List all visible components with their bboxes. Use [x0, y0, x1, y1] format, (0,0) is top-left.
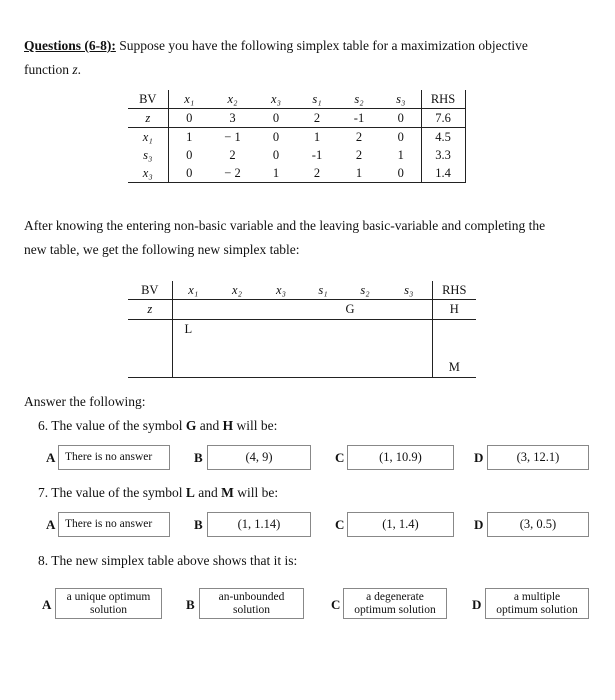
header-s2: s₂ [344, 281, 386, 300]
q7-text-post: will be: [233, 485, 279, 500]
q8-option-c-line1: a degenerate [366, 590, 424, 603]
table-cell: 2 [229, 147, 236, 162]
simplex-table-initial [128, 90, 466, 183]
header-x2: x₂ [210, 90, 255, 109]
q7-option-b[interactable]: (1, 1.14) [207, 512, 311, 537]
q6-option-c-letter: C [335, 450, 345, 465]
table-cell: 2 [297, 109, 337, 128]
table-cell: 1 [313, 129, 321, 144]
q7-option-a[interactable]: There is no answer [58, 512, 170, 537]
table-cell: 0 [168, 109, 210, 128]
q8-option-a-line2: solution [89, 603, 128, 616]
q8-option-c-line2: optimum solution [354, 603, 436, 616]
q6-option-d-letter: D [474, 450, 484, 465]
row-label-z: z [128, 300, 172, 320]
question-6-text [38, 418, 277, 434]
table-cell: 2 [297, 164, 337, 183]
q7-symbol-l: L [185, 485, 195, 500]
row-label: s₃ [143, 147, 153, 162]
middle-line-1: After knowing the entering non-basic variable and the leaving basic-variable and completing the [24, 218, 546, 233]
q8-option-c[interactable] [343, 588, 447, 619]
table-row [128, 128, 465, 147]
question-7-text [38, 485, 278, 501]
intro-line-2-end: . [77, 62, 82, 77]
header-x2: x₂ [214, 281, 260, 300]
table-cell: 1 [255, 164, 297, 183]
q8-option-c-letter: C [331, 597, 341, 612]
table-cell: 0 [272, 129, 280, 144]
q7-symbol-m: M [221, 485, 234, 500]
empty-cell [128, 320, 172, 378]
symbol-l: L [172, 320, 432, 378]
table-cell: 3 [210, 109, 255, 128]
q6-option-a[interactable]: There is no answer [58, 445, 170, 470]
table-cell: 1 [337, 164, 381, 183]
table-row-z [128, 300, 476, 320]
header-rhs: RHS [432, 281, 476, 300]
table-cell: 0 [272, 147, 280, 162]
table-cell: -1 [311, 147, 323, 162]
table-cell: 0 [381, 164, 421, 183]
header-x1: x₁ [172, 281, 214, 300]
intro-line-2-text: function [24, 62, 73, 77]
q7-and: and [194, 485, 222, 500]
q8-option-a-letter: A [42, 597, 52, 612]
table-cell: 0 [168, 146, 210, 164]
header-rhs: RHS [421, 90, 465, 109]
header-s1: s₁ [297, 90, 337, 109]
header-bv: BV [128, 281, 172, 300]
table-cell: -1 [337, 109, 381, 128]
table-cell: 2 [355, 129, 363, 144]
questions-heading: Questions (6-8): [24, 38, 116, 53]
intro-variable-z: z [72, 62, 78, 77]
q7-option-a-letter: A [46, 517, 56, 532]
q7-text-pre: 7. The value of the symbol [38, 485, 186, 500]
q6-option-a-letter: A [46, 450, 56, 465]
header-x3: x₃ [255, 90, 297, 109]
q6-option-d[interactable]: (3, 12.1) [487, 445, 589, 470]
intro-line-2 [24, 58, 81, 81]
table-row [128, 164, 465, 183]
row-label: x₃ [128, 164, 168, 183]
symbol-g: G [172, 300, 432, 320]
table-cell: 2 [355, 147, 363, 162]
q6-text-post: will be: [233, 418, 278, 433]
table-row [128, 146, 465, 164]
q8-option-d-line1: a multiple [513, 590, 561, 603]
header-s1: s₁ [302, 281, 344, 300]
q6-symbol-h: H [222, 418, 234, 433]
q6-and: and [196, 418, 223, 433]
row-label: x₁ [142, 129, 153, 144]
question-8-text: 8. The new simplex table above shows that it is: [38, 553, 298, 568]
header-s2: s₂ [337, 90, 381, 109]
symbol-h: H [432, 300, 476, 320]
q8-option-a-line1: a unique optimum [66, 590, 151, 603]
middle-line-2: new table, we get the following new simplex table: [24, 242, 300, 257]
header-bv: BV [128, 90, 168, 109]
q7-option-d[interactable]: (3, 0.5) [487, 512, 589, 537]
table-cell: 0 [397, 129, 404, 144]
q8-option-a[interactable] [55, 588, 162, 619]
q8-option-b-line2: solution [232, 603, 271, 616]
row-label: z [128, 109, 168, 128]
q8-option-d-letter: D [472, 597, 482, 612]
q8-option-d[interactable] [485, 588, 589, 619]
q6-option-b-letter: B [194, 450, 203, 465]
q8-option-b[interactable] [199, 588, 304, 619]
header-x1: x₁ [168, 90, 210, 109]
intro-paragraph [24, 34, 528, 57]
q6-symbol-g: G [185, 418, 197, 433]
table-cell: − 2 [210, 164, 255, 183]
answer-heading: Answer the following: [24, 394, 146, 409]
table-row-body [128, 320, 476, 378]
table-cell: 4.5 [421, 128, 465, 147]
header-x3: x₃ [260, 281, 302, 300]
table-cell: − 1 [224, 129, 241, 144]
table-cell: 0 [381, 109, 421, 128]
table-cell: 3.3 [421, 146, 465, 164]
q6-option-c[interactable]: (1, 10.9) [347, 445, 454, 470]
table-cell: 7.6 [421, 109, 465, 128]
table-cell: 1 [168, 128, 210, 147]
table-cell: 1 [397, 147, 404, 162]
q8-option-b-letter: B [186, 597, 195, 612]
q7-option-b-letter: B [194, 517, 203, 532]
header-s3: s₃ [381, 90, 421, 109]
q7-option-d-letter: D [474, 517, 484, 532]
table-cell: 0 [168, 164, 210, 183]
table-row [128, 109, 465, 128]
header-s3: s₃ [386, 281, 432, 300]
q8-option-b-line1: an-unbounded [218, 590, 285, 603]
q8-option-d-line2: optimum solution [496, 603, 578, 616]
q7-option-c[interactable]: (1, 1.4) [347, 512, 454, 537]
q6-option-b[interactable]: (4, 9) [207, 445, 311, 470]
intro-line-1: Suppose you have the following simplex table for a maximization objective [115, 38, 528, 53]
simplex-table-new [128, 281, 476, 378]
table-cell: 1.4 [421, 164, 465, 183]
q7-option-c-letter: C [335, 517, 345, 532]
q6-text-pre: 6. The value of the symbol [38, 418, 186, 433]
symbol-m: M [432, 320, 476, 378]
table-cell: 0 [255, 109, 297, 128]
